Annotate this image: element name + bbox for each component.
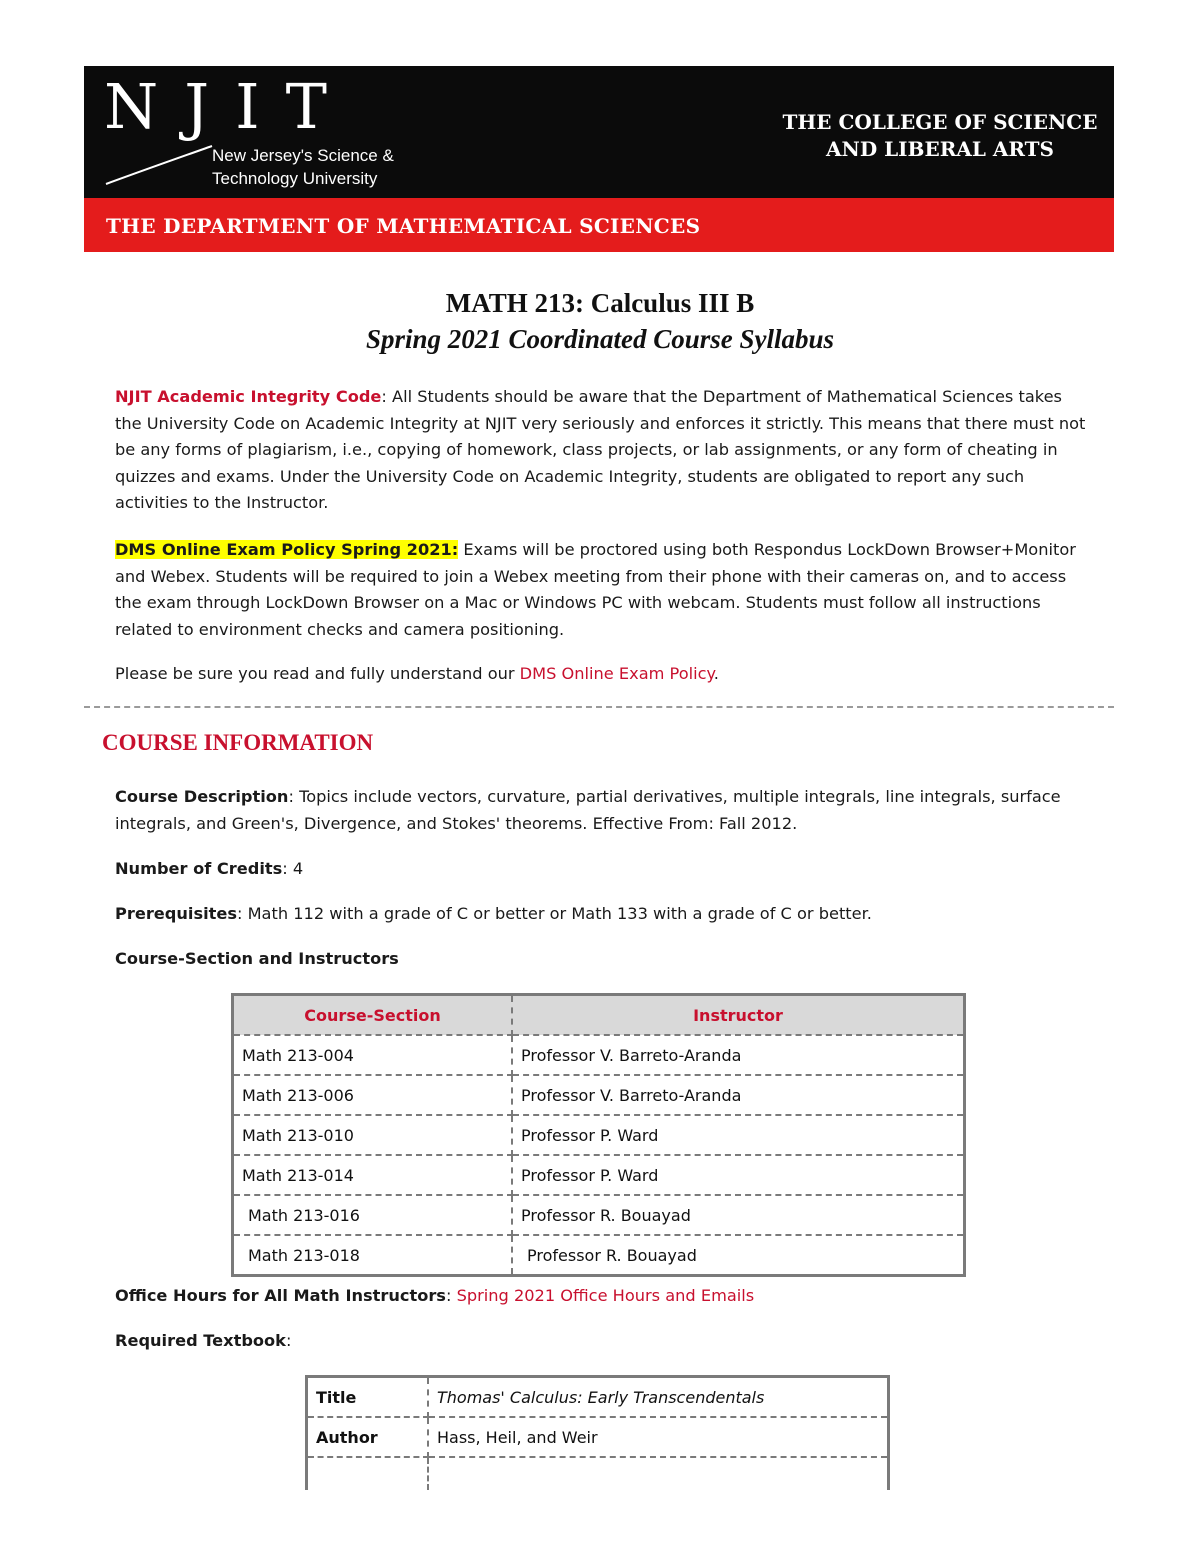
header-course-section: Course-Section (233, 995, 513, 1036)
textbook-author-value: Hass, Heil, and Weir (428, 1417, 889, 1457)
college-name (770, 109, 1110, 163)
section-cell: Math 213-016 (233, 1195, 513, 1235)
course-description (115, 784, 1090, 837)
section-divider (84, 706, 1114, 708)
table-row (233, 1035, 965, 1075)
textbook-title-value: Thomas' Calculus: Early Transcendentals (428, 1377, 889, 1418)
office-hours-link[interactable]: Spring 2021 Office Hours and Emails (456, 1286, 755, 1305)
course-subtitle: Spring 2021 Coordinated Course Syllabus (365, 324, 835, 354)
read-note-suffix: . (713, 664, 719, 683)
instructor-cell: Professor V. Barreto-Aranda (512, 1075, 965, 1115)
logo-wordmark: NJIT (104, 70, 353, 143)
prereq-label: Prerequisites (115, 904, 237, 923)
integrity-label: NJIT Academic Integrity Code (115, 387, 382, 406)
logo-tagline-2: Technology University (212, 169, 378, 188)
logo-swoosh-icon (104, 142, 214, 188)
instructor-cell: Professor R. Bouayad (512, 1195, 965, 1235)
course-title: MATH 213: Calculus III B (445, 288, 755, 318)
prereq-text: : Math 112 with a grade of C or better or Math 133 with a grade of C or better. (236, 904, 872, 923)
table-row (307, 1457, 889, 1490)
office-hours-sep: : (445, 1286, 457, 1305)
instructor-cell: Professor V. Barreto-Aranda (512, 1035, 965, 1075)
header-instructor: Instructor (512, 995, 965, 1036)
credits (115, 856, 1090, 883)
description-label: Course Description (115, 787, 289, 806)
college-line-2: AND LIBERAL ARTS (826, 137, 1054, 161)
course-info-heading: COURSE INFORMATION (102, 730, 374, 755)
section-cell: Math 213-010 (233, 1115, 513, 1155)
textbook-field-empty (307, 1457, 429, 1490)
instructor-cell: Professor P. Ward (512, 1115, 965, 1155)
description-text: : Topics include vectors, curvature, partial derivatives, multiple integrals, line integrals, surface integrals, and Green's, Divergence, and Stokes' theorems. Effective From: Fall 2012. (115, 787, 1061, 833)
section-cell: Math 213-018 (233, 1235, 513, 1276)
njit-logo (104, 70, 444, 190)
exam-policy-link[interactable]: DMS Online Exam Policy (519, 664, 714, 683)
textbook-label-line (115, 1328, 1090, 1355)
table-row (233, 1195, 965, 1235)
exam-policy-paragraph (115, 537, 1090, 643)
credits-label: Number of Credits (115, 859, 283, 878)
logo-tagline-1: New Jersey's Science & (212, 146, 394, 165)
office-hours (115, 1283, 1090, 1310)
integrity-paragraph (115, 384, 1090, 517)
instructor-cell: Professor P. Ward (512, 1155, 965, 1195)
sections-table (231, 993, 966, 1277)
table-header-row (233, 995, 965, 1036)
textbook-sep: : (285, 1331, 292, 1350)
textbook-table (305, 1375, 890, 1490)
read-note-prefix: Please be sure you read and fully understand our (115, 664, 520, 683)
read-note (115, 661, 1090, 688)
office-hours-label: Office Hours for All Math Instructors (115, 1286, 446, 1305)
section-cell: Math 213-014 (233, 1155, 513, 1195)
table-row (233, 1155, 965, 1195)
table-row (233, 1115, 965, 1155)
table-row (307, 1417, 889, 1457)
table-row (233, 1235, 965, 1276)
textbook-field-author: Author (307, 1417, 429, 1457)
integrity-text: : All Students should be aware that the Department of Mathematical Sciences takes the University Code on Academic Integrity at NJIT very seriously and enforces it strictly. This means that there must not be any forms of plagiarism, i.e., copying of homework, class projects, or lab assignments, or any form of cheating in quizzes and exams. Under the University Code on Academic Integrity, students are obligated to report any such activities to the Instructor. (115, 387, 1086, 512)
table-row (233, 1075, 965, 1115)
section-cell: Math 213-006 (233, 1075, 513, 1115)
sections-label: Course-Section and Instructors (115, 949, 399, 968)
department-name: THE DEPARTMENT OF MATHEMATICAL SCIENCES (106, 214, 701, 238)
textbook-label: Required Textbook (115, 1331, 286, 1350)
instructor-cell: Professor R. Bouayad (527, 1245, 697, 1265)
textbook-value-empty (428, 1457, 889, 1490)
credits-text: : 4 (282, 859, 304, 878)
exam-policy-label: DMS Online Exam Policy Spring 2021: (115, 540, 459, 559)
section-cell: Math 213-004 (233, 1035, 513, 1075)
college-line-1: THE COLLEGE OF SCIENCE (782, 110, 1098, 134)
exam-policy-text: Exams will be proctored using both Respondus LockDown Browser+Monitor and Webex. Students will be required to join a Webex meeting from their phone with their cameras on, and to access the exam through LockDown Browser on a Mac or Windows PC with webcam. Students must follow all instructions related to environment checks and camera positioning. (115, 540, 1076, 639)
prerequisites (115, 901, 1090, 928)
table-row (307, 1377, 889, 1418)
textbook-field-title: Title (307, 1377, 429, 1418)
